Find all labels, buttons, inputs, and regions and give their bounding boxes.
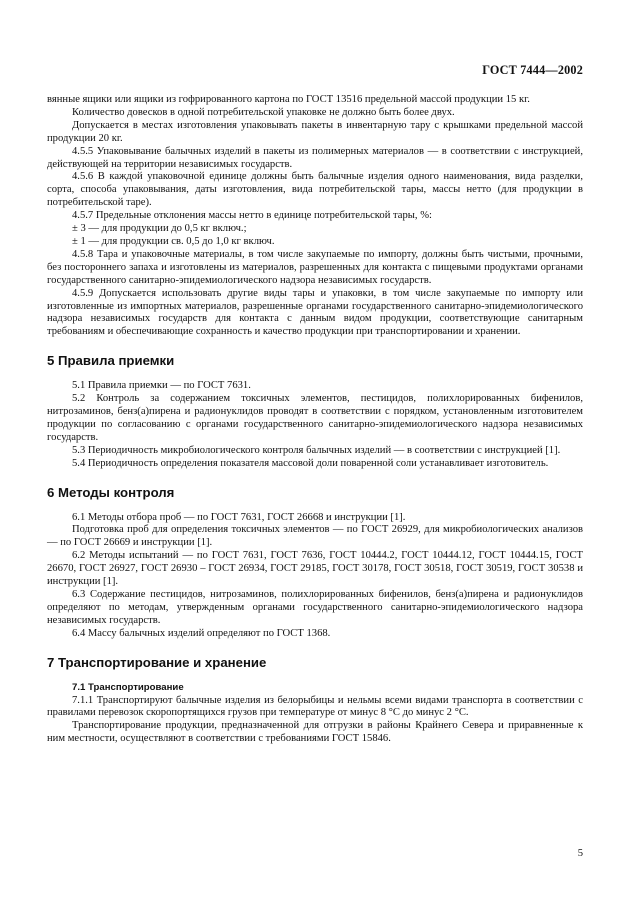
subsection-7-1-title: 7.1 Транспортирование [72,681,184,693]
section-7-title: 7 Транспортирование и хранение [47,654,267,670]
page-number: 5 [577,848,583,859]
clause-5-1: 5.1 Правила приемки — по ГОСТ 7631. [72,380,251,392]
tolerance-line: ± 3 — для продукции до 0,5 кг включ.; [72,223,247,235]
paragraph: Подготовка проб для определения токсичных элементов — по ГОСТ 26929, для микробиологических анализов — по ГОСТ 26669 и инструкции [1]. [47,524,583,549]
section-6-title: 6 Методы контроля [47,484,175,500]
clause-5-3: 5.3 Периодичность микробиологического контроля балычных изделий — в соответствии с инструкцией [1]. [72,444,561,456]
clause-5-2: 5.2 Контроль за содержанием токсичных элементов, пестицидов, полихлорированных бифенилов, нитрозаминов, бенз(а)пирена и радионуклидов проводят в соответствии с порядком, установленным изготовителем продукции по согласованию с органами государственного санитарно-эпидемиологического надзора независимых государств. [47,393,583,443]
clause-5-4: 5.4 Периодичность определения показателя массовой доли поваренной соли устанавливает изготовитель. [72,457,549,469]
paragraph: вянные ящики или ящики из гофрированного картона по ГОСТ 13516 предельной массой продукции 15 кг. [47,94,530,105]
clause-4-5-7: 4.5.7 Предельные отклонения массы нетто в единице потребительской тары, %: [72,210,432,222]
clause-6-2: 6.2 Методы испытаний — по ГОСТ 7631, ГОСТ 7636, ГОСТ 10444.2, ГОСТ 10444.12, ГОСТ 10444.15, ГОСТ 26670, ГОСТ 26927, ГОСТ 26930 – ГОСТ 26934, ГОСТ 29185, ГОСТ 30178, ГОСТ 30518, ГОСТ 30519, ГОСТ 30538 и инструкции [1]. [47,550,583,588]
clause-4-5-5: 4.5.5 Упаковывание балычных изделий в пакеты из полимерных материалов — в соответствии с инструкцией, действующей на территории независимых государств. [47,145,583,170]
page-body [47,94,583,746]
paragraph: Допускается в местах изготовления упаковывать пакеты в инвентарную тару с крышками предельной массой продукции 20 кг. [47,119,583,144]
clause-6-4: 6.4 Массу балычных изделий определяют по ГОСТ 1368. [72,627,331,639]
paragraph: Количество довесков в одной потребительской упаковке не должно быть более двух. [72,106,455,118]
section-5-title: 5 Правила приемки [47,353,175,369]
clause-6-3: 6.3 Содержание пестицидов, нитрозаминов, полихлорированных бифенилов, бенз(а)пирена и радионуклидов определяют по методам, утвержденным органами государственного санитарно-эпидемиологического надзора независимых государств. [47,589,583,626]
clause-7-1-1: 7.1.1 Транспортируют балычные изделия из белорыбицы и нельмы всеми видами транспорта в соответствии с правилами перевозок скоропортящихся грузов при температуре от минус 8 °С до минус 2 °С. [47,694,583,719]
clause-4-5-8: 4.5.8 Тара и упаковочные материалы, в том числе закупаемые по импорту, должны быть чистыми, прочными, без постороннего запаха и изготовлены из материалов, разрешенных для контакта с пищевыми продуктами органами государственного санитарно-эпидемиологического надзора независимых государств. [47,248,583,286]
tolerance-line: ± 1 — для продукции св. 0,5 до 1,0 кг включ. [72,235,275,247]
clause-4-5-6: 4.5.6 В каждой упаковочной единице должны быть балычные изделия одного наименования, вида разделки, сорта, способа упаковывания, даты изготовления, вида потребительской тары, массы нетто (для продукции в потребительской таре). [47,171,583,209]
clause-4-5-9: 4.5.9 Допускается использовать другие виды тары и упаковки, в том числе закупаемые по импорту или изготовленные из импортных материалов, разрешенные органами государственного санитарно-эпидемиологического надзора независимых государств для контакта с данным видом продукции, соответствующие санитарным требованиям и обеспечивающие сохранность и качество продукции при транспортировании и хранении. [47,287,583,338]
paragraph: Транспортирование продукции, предназначенной для отгрузки в районы Крайнего Севера и приравненные к ним местности, осуществляют в соответствии с требованиями ГОСТ 15846. [47,720,583,745]
document-code-header: ГОСТ 7444—2002 [482,63,583,77]
clause-6-1: 6.1 Методы отбора проб — по ГОСТ 7631, ГОСТ 26668 и инструкции [1]. [72,511,406,523]
